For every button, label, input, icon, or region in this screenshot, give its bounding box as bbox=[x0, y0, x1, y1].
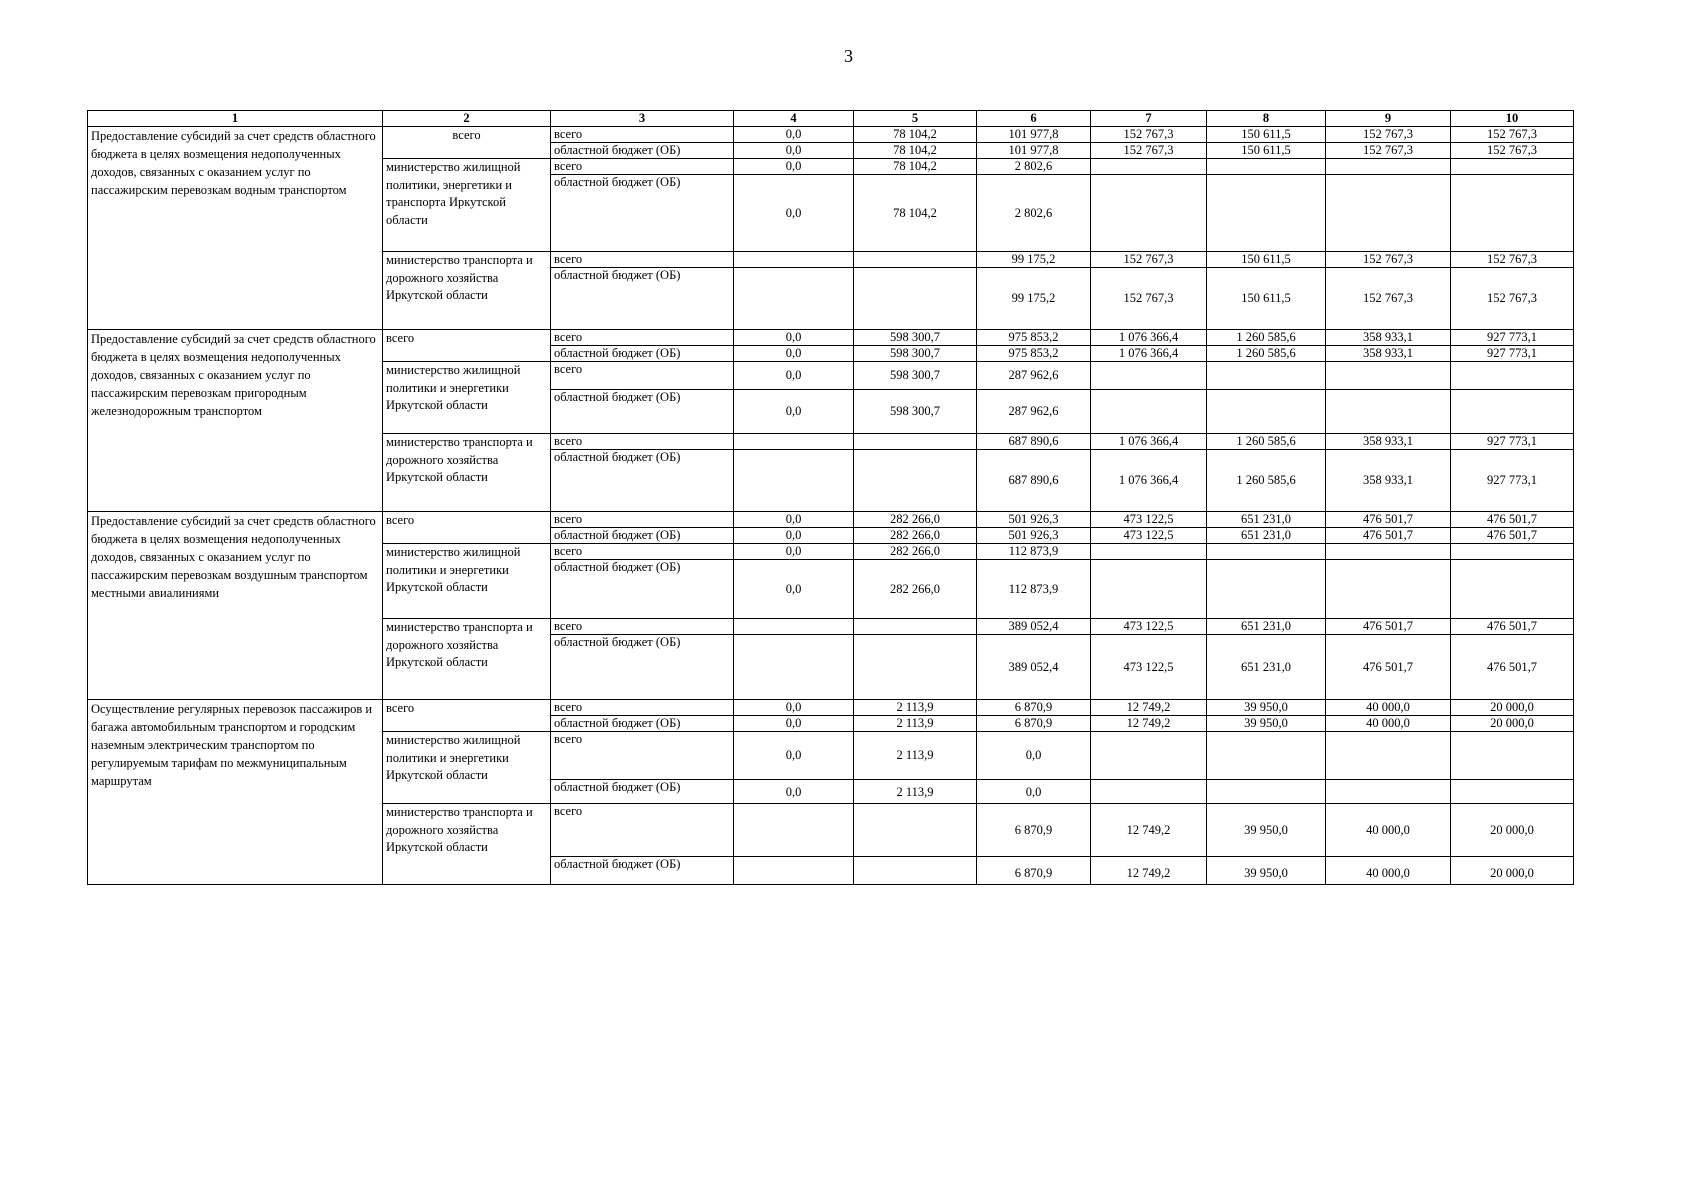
funding-source: всего bbox=[551, 362, 734, 390]
value-cell: 476 501,7 bbox=[1326, 619, 1451, 635]
column-header: 6 bbox=[977, 111, 1091, 127]
value-cell bbox=[1207, 390, 1326, 434]
value-cell: 476 501,7 bbox=[1451, 619, 1574, 635]
value-cell: 476 501,7 bbox=[1451, 528, 1574, 544]
value-cell: 1 076 366,4 bbox=[1091, 330, 1207, 346]
value-cell: 6 870,9 bbox=[977, 857, 1091, 885]
funding-source: областной бюджет (ОБ) bbox=[551, 528, 734, 544]
value-cell bbox=[854, 619, 977, 635]
executor-name: министерство жилищной политики и энергетики Иркутской области bbox=[383, 362, 551, 434]
value-cell: 476 501,7 bbox=[1326, 528, 1451, 544]
funding-source: областной бюджет (ОБ) bbox=[551, 560, 734, 619]
value-cell: 78 104,2 bbox=[854, 143, 977, 159]
value-cell: 501 926,3 bbox=[977, 528, 1091, 544]
value-cell bbox=[854, 857, 977, 885]
measure-description: Предоставление субсидий за счет средств областного бюджета в целях возмещения недополученных доходов, связанных с оказанием услуг по пассажирским перевозкам воздушным транспортом местными авиалиниями bbox=[88, 512, 383, 700]
value-cell bbox=[1451, 390, 1574, 434]
value-cell bbox=[1451, 159, 1574, 175]
value-cell bbox=[1091, 390, 1207, 434]
value-cell: 598 300,7 bbox=[854, 346, 977, 362]
value-cell: 20 000,0 bbox=[1451, 700, 1574, 716]
value-cell: 152 767,3 bbox=[1326, 143, 1451, 159]
value-cell bbox=[854, 268, 977, 330]
funding-source: всего bbox=[551, 619, 734, 635]
value-cell: 358 933,1 bbox=[1326, 330, 1451, 346]
value-cell bbox=[1091, 732, 1207, 780]
value-cell: 40 000,0 bbox=[1326, 716, 1451, 732]
value-cell bbox=[1451, 732, 1574, 780]
value-cell: 12 749,2 bbox=[1091, 716, 1207, 732]
value-cell bbox=[1207, 175, 1326, 252]
value-cell: 112 873,9 bbox=[977, 544, 1091, 560]
value-cell: 501 926,3 bbox=[977, 512, 1091, 528]
funding-source: областной бюджет (ОБ) bbox=[551, 390, 734, 434]
value-cell: 39 950,0 bbox=[1207, 857, 1326, 885]
value-cell bbox=[1326, 560, 1451, 619]
funding-source: областной бюджет (ОБ) bbox=[551, 450, 734, 512]
funding-source: всего bbox=[551, 330, 734, 346]
measure-description: Предоставление субсидий за счет средств областного бюджета в целях возмещения недополученных доходов, связанных с оказанием услуг по пассажирским перевозкам пригородным железнодорожным транспортом bbox=[88, 330, 383, 512]
value-cell: 2 802,6 bbox=[977, 159, 1091, 175]
executor-name: министерство транспорта и дорожного хозяйства Иркутской области bbox=[383, 434, 551, 512]
column-header: 10 bbox=[1451, 111, 1574, 127]
value-cell: 152 767,3 bbox=[1091, 252, 1207, 268]
value-cell: 1 076 366,4 bbox=[1091, 346, 1207, 362]
value-cell: 282 266,0 bbox=[854, 528, 977, 544]
funding-source: всего bbox=[551, 512, 734, 528]
value-cell: 152 767,3 bbox=[1091, 127, 1207, 143]
value-cell: 101 977,8 bbox=[977, 143, 1091, 159]
value-cell: 358 933,1 bbox=[1326, 434, 1451, 450]
value-cell: 1 260 585,6 bbox=[1207, 346, 1326, 362]
column-header: 2 bbox=[383, 111, 551, 127]
measure-description: Предоставление субсидий за счет средств областного бюджета в целях возмещения недополученных доходов, связанных с оказанием услуг по пассажирским перевозкам водным транспортом bbox=[88, 127, 383, 330]
value-cell: 358 933,1 bbox=[1326, 346, 1451, 362]
total-label: всего bbox=[383, 512, 551, 544]
value-cell: 0,0 bbox=[734, 143, 854, 159]
value-cell: 282 266,0 bbox=[854, 512, 977, 528]
value-cell bbox=[1207, 780, 1326, 804]
executor-name: министерство транспорта и дорожного хозяйства Иркутской области bbox=[383, 619, 551, 700]
value-cell: 687 890,6 bbox=[977, 450, 1091, 512]
value-cell: 39 950,0 bbox=[1207, 700, 1326, 716]
funding-source: всего bbox=[551, 434, 734, 450]
value-cell: 1 076 366,4 bbox=[1091, 434, 1207, 450]
value-cell bbox=[1326, 159, 1451, 175]
value-cell bbox=[854, 252, 977, 268]
value-cell: 152 767,3 bbox=[1091, 143, 1207, 159]
value-cell bbox=[1326, 732, 1451, 780]
funding-source: всего bbox=[551, 159, 734, 175]
funding-source: всего bbox=[551, 127, 734, 143]
value-cell bbox=[734, 450, 854, 512]
value-cell: 0,0 bbox=[734, 700, 854, 716]
value-cell bbox=[1091, 780, 1207, 804]
value-cell: 6 870,9 bbox=[977, 804, 1091, 857]
value-cell: 0,0 bbox=[977, 732, 1091, 780]
value-cell bbox=[854, 434, 977, 450]
value-cell bbox=[854, 450, 977, 512]
value-cell: 0,0 bbox=[734, 175, 854, 252]
value-cell: 651 231,0 bbox=[1207, 528, 1326, 544]
funding-source: областной бюджет (ОБ) bbox=[551, 635, 734, 700]
value-cell: 0,0 bbox=[734, 159, 854, 175]
value-cell: 12 749,2 bbox=[1091, 857, 1207, 885]
value-cell: 20 000,0 bbox=[1451, 804, 1574, 857]
value-cell bbox=[1207, 732, 1326, 780]
value-cell bbox=[1451, 560, 1574, 619]
value-cell bbox=[1207, 560, 1326, 619]
value-cell: 0,0 bbox=[734, 127, 854, 143]
value-cell: 2 113,9 bbox=[854, 700, 977, 716]
value-cell bbox=[854, 635, 977, 700]
header-row bbox=[88, 111, 1574, 127]
value-cell: 927 773,1 bbox=[1451, 450, 1574, 512]
value-cell bbox=[1091, 560, 1207, 619]
value-cell bbox=[734, 635, 854, 700]
value-cell: 473 122,5 bbox=[1091, 619, 1207, 635]
value-cell bbox=[1091, 362, 1207, 390]
funding-source: всего bbox=[551, 732, 734, 780]
value-cell: 1 076 366,4 bbox=[1091, 450, 1207, 512]
value-cell bbox=[1207, 362, 1326, 390]
value-cell: 651 231,0 bbox=[1207, 635, 1326, 700]
table-row bbox=[88, 512, 1574, 528]
value-cell: 0,0 bbox=[977, 780, 1091, 804]
value-cell: 152 767,3 bbox=[1326, 127, 1451, 143]
value-cell bbox=[1326, 544, 1451, 560]
column-header: 9 bbox=[1326, 111, 1451, 127]
value-cell: 6 870,9 bbox=[977, 716, 1091, 732]
value-cell: 975 853,2 bbox=[977, 330, 1091, 346]
value-cell: 1 260 585,6 bbox=[1207, 434, 1326, 450]
value-cell: 12 749,2 bbox=[1091, 700, 1207, 716]
executor-name: министерство жилищной политики, энергетики и транспорта Иркутской области bbox=[383, 159, 551, 252]
value-cell: 0,0 bbox=[734, 716, 854, 732]
column-header: 7 bbox=[1091, 111, 1207, 127]
value-cell: 40 000,0 bbox=[1326, 804, 1451, 857]
value-cell: 0,0 bbox=[734, 330, 854, 346]
executor-name: министерство жилищной политики и энергетики Иркутской области bbox=[383, 544, 551, 619]
value-cell: 598 300,7 bbox=[854, 390, 977, 434]
value-cell: 389 052,4 bbox=[977, 635, 1091, 700]
value-cell: 598 300,7 bbox=[854, 362, 977, 390]
value-cell: 99 175,2 bbox=[977, 268, 1091, 330]
column-header: 8 bbox=[1207, 111, 1326, 127]
value-cell: 20 000,0 bbox=[1451, 716, 1574, 732]
value-cell: 282 266,0 bbox=[854, 560, 977, 619]
executor-name: министерство транспорта и дорожного хозяйства Иркутской области bbox=[383, 804, 551, 885]
value-cell bbox=[1326, 175, 1451, 252]
value-cell: 1 260 585,6 bbox=[1207, 330, 1326, 346]
value-cell: 476 501,7 bbox=[1451, 512, 1574, 528]
column-header: 3 bbox=[551, 111, 734, 127]
funding-source: областной бюджет (ОБ) bbox=[551, 268, 734, 330]
column-header: 1 bbox=[88, 111, 383, 127]
value-cell bbox=[734, 434, 854, 450]
value-cell bbox=[1451, 544, 1574, 560]
value-cell: 0,0 bbox=[734, 780, 854, 804]
value-cell: 0,0 bbox=[734, 390, 854, 434]
funding-source: областной бюджет (ОБ) bbox=[551, 346, 734, 362]
value-cell: 1 260 585,6 bbox=[1207, 450, 1326, 512]
executor-name: министерство жилищной политики и энергетики Иркутской области bbox=[383, 732, 551, 804]
value-cell bbox=[1091, 159, 1207, 175]
value-cell: 0,0 bbox=[734, 560, 854, 619]
total-label: всего bbox=[383, 127, 551, 159]
table-row bbox=[88, 700, 1574, 716]
value-cell: 473 122,5 bbox=[1091, 635, 1207, 700]
value-cell: 0,0 bbox=[734, 362, 854, 390]
value-cell: 2 113,9 bbox=[854, 716, 977, 732]
budget-table bbox=[87, 110, 1574, 885]
value-cell: 152 767,3 bbox=[1326, 268, 1451, 330]
value-cell: 150 611,5 bbox=[1207, 143, 1326, 159]
funding-source: областной бюджет (ОБ) bbox=[551, 857, 734, 885]
value-cell: 112 873,9 bbox=[977, 560, 1091, 619]
value-cell: 150 611,5 bbox=[1207, 127, 1326, 143]
value-cell: 99 175,2 bbox=[977, 252, 1091, 268]
value-cell: 150 611,5 bbox=[1207, 252, 1326, 268]
funding-source: областной бюджет (ОБ) bbox=[551, 175, 734, 252]
value-cell: 975 853,2 bbox=[977, 346, 1091, 362]
value-cell: 358 933,1 bbox=[1326, 450, 1451, 512]
value-cell bbox=[734, 857, 854, 885]
funding-source: всего bbox=[551, 544, 734, 560]
value-cell: 78 104,2 bbox=[854, 175, 977, 252]
value-cell: 687 890,6 bbox=[977, 434, 1091, 450]
value-cell: 40 000,0 bbox=[1326, 700, 1451, 716]
value-cell: 473 122,5 bbox=[1091, 528, 1207, 544]
funding-source: всего bbox=[551, 252, 734, 268]
value-cell bbox=[1326, 390, 1451, 434]
value-cell: 282 266,0 bbox=[854, 544, 977, 560]
page-number: 3 bbox=[844, 46, 853, 66]
value-cell: 12 749,2 bbox=[1091, 804, 1207, 857]
value-cell: 598 300,7 bbox=[854, 330, 977, 346]
executor-name: министерство транспорта и дорожного хозяйства Иркутской области bbox=[383, 252, 551, 330]
value-cell: 150 611,5 bbox=[1207, 268, 1326, 330]
value-cell bbox=[1091, 544, 1207, 560]
value-cell: 152 767,3 bbox=[1091, 268, 1207, 330]
value-cell: 6 870,9 bbox=[977, 700, 1091, 716]
value-cell: 78 104,2 bbox=[854, 127, 977, 143]
value-cell: 20 000,0 bbox=[1451, 857, 1574, 885]
value-cell: 651 231,0 bbox=[1207, 512, 1326, 528]
value-cell bbox=[1091, 175, 1207, 252]
value-cell: 2 802,6 bbox=[977, 175, 1091, 252]
total-label: всего bbox=[383, 330, 551, 362]
value-cell: 389 052,4 bbox=[977, 619, 1091, 635]
value-cell: 473 122,5 bbox=[1091, 512, 1207, 528]
value-cell: 287 962,6 bbox=[977, 390, 1091, 434]
value-cell bbox=[734, 619, 854, 635]
value-cell bbox=[1451, 780, 1574, 804]
measure-description: Осуществление регулярных перевозок пассажиров и багажа автомобильным транспортом и городским наземным электрическим транспортом по регулируемым тарифам по межмуниципальным маршрутам bbox=[88, 700, 383, 885]
value-cell bbox=[1326, 362, 1451, 390]
value-cell: 476 501,7 bbox=[1326, 512, 1451, 528]
funding-source: областной бюджет (ОБ) bbox=[551, 716, 734, 732]
value-cell bbox=[734, 804, 854, 857]
value-cell bbox=[1207, 159, 1326, 175]
value-cell: 651 231,0 bbox=[1207, 619, 1326, 635]
value-cell: 152 767,3 bbox=[1451, 143, 1574, 159]
value-cell: 927 773,1 bbox=[1451, 330, 1574, 346]
value-cell: 152 767,3 bbox=[1451, 252, 1574, 268]
value-cell: 39 950,0 bbox=[1207, 716, 1326, 732]
funding-source: всего bbox=[551, 804, 734, 857]
value-cell: 0,0 bbox=[734, 732, 854, 780]
value-cell: 101 977,8 bbox=[977, 127, 1091, 143]
value-cell: 152 767,3 bbox=[1326, 252, 1451, 268]
value-cell: 40 000,0 bbox=[1326, 857, 1451, 885]
value-cell: 152 767,3 bbox=[1451, 268, 1574, 330]
funding-source: всего bbox=[551, 700, 734, 716]
value-cell: 39 950,0 bbox=[1207, 804, 1326, 857]
column-header: 4 bbox=[734, 111, 854, 127]
funding-source: областной бюджет (ОБ) bbox=[551, 143, 734, 159]
value-cell bbox=[1451, 362, 1574, 390]
value-cell: 476 501,7 bbox=[1451, 635, 1574, 700]
value-cell: 927 773,1 bbox=[1451, 346, 1574, 362]
value-cell: 0,0 bbox=[734, 544, 854, 560]
value-cell: 927 773,1 bbox=[1451, 434, 1574, 450]
value-cell bbox=[1451, 175, 1574, 252]
value-cell: 476 501,7 bbox=[1326, 635, 1451, 700]
column-header: 5 bbox=[854, 111, 977, 127]
value-cell: 2 113,9 bbox=[854, 780, 977, 804]
value-cell bbox=[854, 804, 977, 857]
value-cell bbox=[1326, 780, 1451, 804]
table-row bbox=[88, 330, 1574, 346]
value-cell: 152 767,3 bbox=[1451, 127, 1574, 143]
value-cell bbox=[734, 252, 854, 268]
funding-source: областной бюджет (ОБ) bbox=[551, 780, 734, 804]
value-cell: 0,0 bbox=[734, 512, 854, 528]
value-cell: 287 962,6 bbox=[977, 362, 1091, 390]
value-cell bbox=[1207, 544, 1326, 560]
value-cell: 0,0 bbox=[734, 346, 854, 362]
value-cell: 0,0 bbox=[734, 528, 854, 544]
total-label: всего bbox=[383, 700, 551, 732]
value-cell: 2 113,9 bbox=[854, 732, 977, 780]
value-cell bbox=[734, 268, 854, 330]
value-cell: 78 104,2 bbox=[854, 159, 977, 175]
table-row bbox=[88, 127, 1574, 143]
